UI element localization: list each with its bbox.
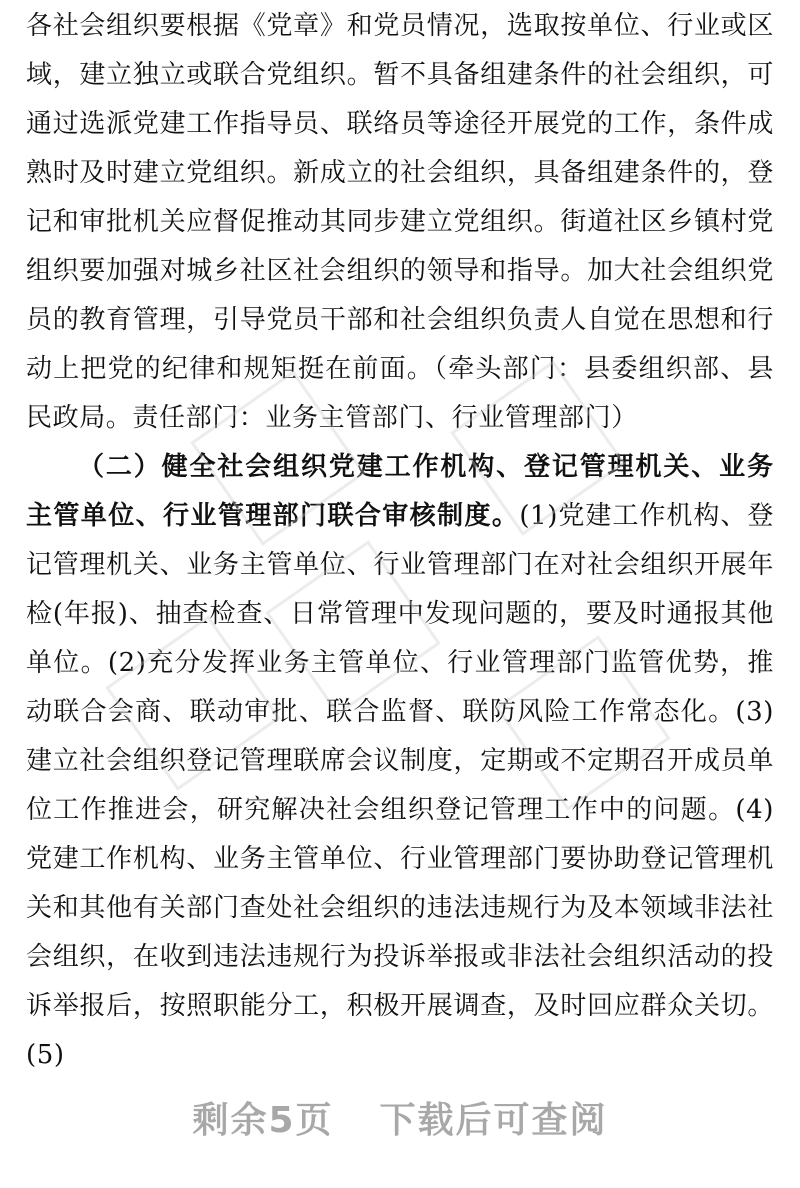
download-banner[interactable] — [0, 1082, 800, 1152]
paragraph-review-system — [26, 443, 774, 1080]
section-body: (1)党建工作机构、登记管理机关、业务主管单位、行业管理部门在对社会组织开展年检(年报)、抽查检查、日常管理中发现问题的，要及时通报其他单位。(2)充分发挥业务主管单位、行业管理部门监管优势，推动联合会商、联动审批、联合监督、联防风险工作常态化。(3)建立社会组织登记管理联席会议制度，定期或不定期召开成员单位工作推进会，研究解决社会组织登记管理工作中的问题。(4)党建工作机构、业务主管单位、行业管理部门要协助登记管理机关和其他有关部门查处社会组织的违法违规行为及本领域非法社会组织，在收到违法违规行为投诉举报或非法社会组织活动的投诉举报后，按照职能分工，积极开展调查，及时回应群众关切。(5) — [26, 501, 774, 1070]
document-body — [26, 0, 774, 1080]
section-heading: （二）健全社会组织党建工作机构、登记管理机关、业务主管单位、行业管理部门联合审核制度。 — [26, 452, 774, 531]
remaining-pages-label[interactable]: 剩余5页 — [192, 1099, 334, 1141]
paragraph-party-organization: 各社会组织要根据《党章》和党员情况，选取按单位、行业或区域，建立独立或联合党组织。暂不具备组建条件的社会组织，可通过选派党建工作指导员、联络员等途径开展党的工作，条件成熟时及时建立党组织。新成立的社会组织，具备组建条件的，登记和审批机关应督促推动其同步建立党组织。街道社区乡镇村党组织要加强对城乡社区社会组织的领导和指导。加大社会组织党员的教育管理，引导党员干部和社会组织负责人自觉在思想和行动上把党的纪律和规矩挺在前面。（牵头部门：县委组织部、县民政局。责任部门：业务主管部门、行业管理部门） — [26, 11, 774, 433]
download-prompt-label[interactable]: 下载后可查阅 — [379, 1099, 608, 1141]
